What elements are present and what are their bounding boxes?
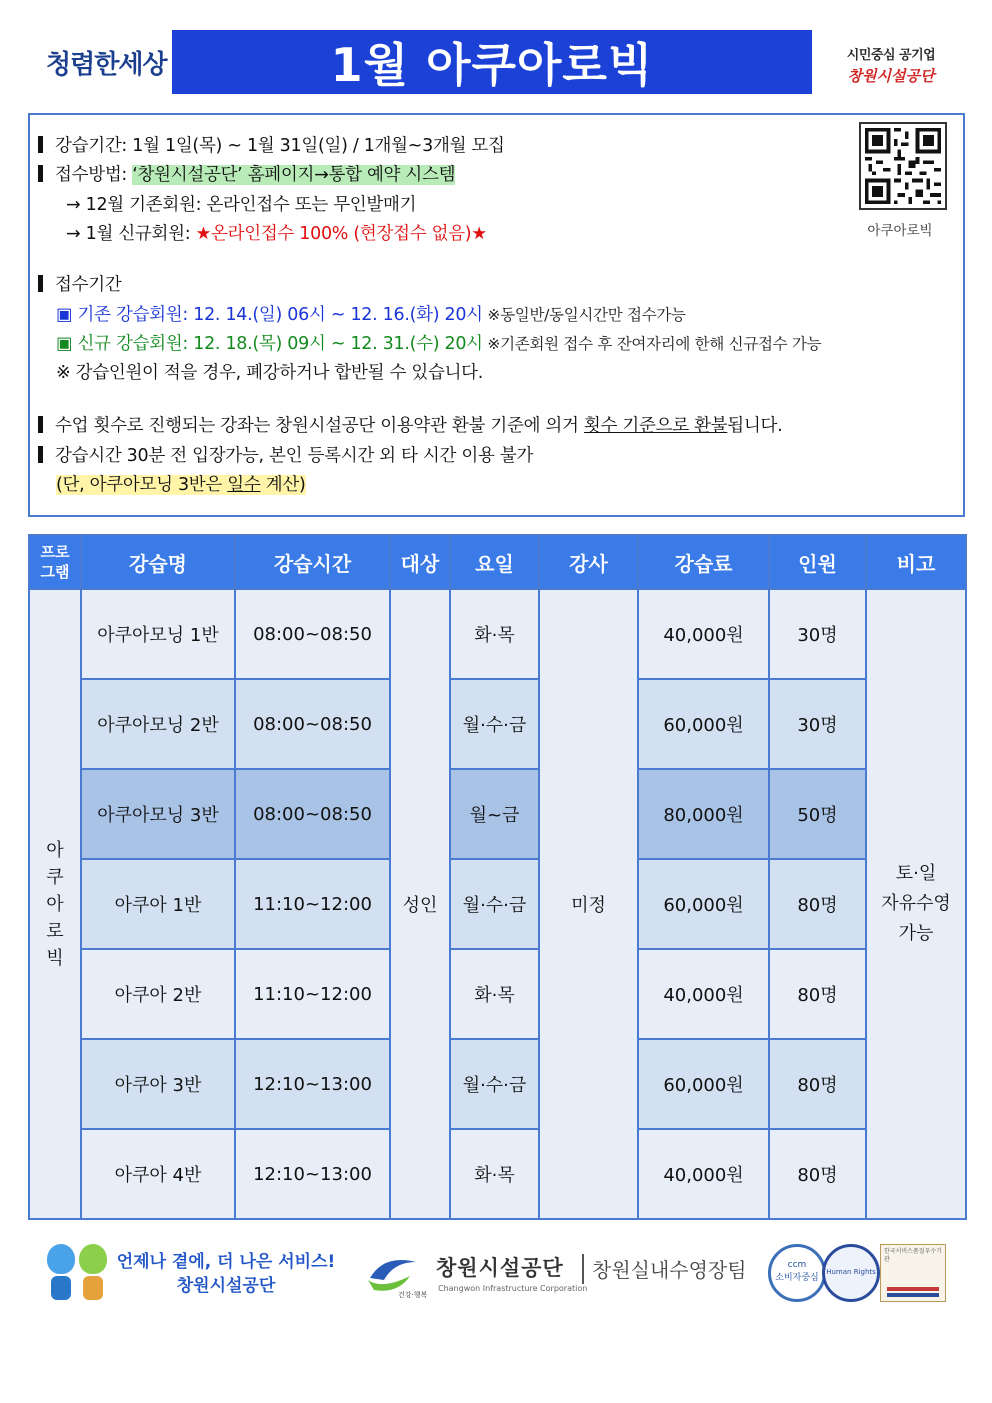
info-period-text: 강습기간: 1월 1일(목) ~ 1월 31일(일) / 1개월~3개월 모집 <box>55 136 505 156</box>
note-cell <box>866 589 966 1219</box>
schedule-table <box>28 534 967 1220</box>
table-row <box>29 949 966 1039</box>
header-fee: 강습료 <box>638 535 769 589</box>
logo-corporation-name: 창원시설공단 <box>847 67 935 85</box>
header-class-time: 강습시간 <box>235 535 390 589</box>
logo-cheongryeom-text: 청렴한세상 <box>46 50 167 80</box>
mascot-icon <box>46 1244 76 1300</box>
info-new-registration <box>56 330 821 355</box>
table-row <box>29 589 966 679</box>
table-row <box>29 679 966 769</box>
footer-corp-name: 창원시설공단 <box>436 1256 564 1280</box>
info-exception-prefix: (단, 아쿠아모닝 3반은 <box>56 475 228 495</box>
human-rights-badge-text: Human Rights <box>826 1268 876 1276</box>
footer-corp-name-en: Changwon Infrastructure Corporation <box>438 1284 588 1293</box>
corporation-logo-icon <box>364 1250 428 1300</box>
program-cell <box>29 589 81 1219</box>
service-quality-cert-text: 한국서비스품질우수기관 <box>884 1248 942 1263</box>
class-fee: 60,000원 <box>638 859 769 949</box>
class-fee: 80,000원 <box>638 769 769 859</box>
class-days: 화·목 <box>450 949 539 1039</box>
ccm-badge-line1: ccm <box>787 1260 807 1270</box>
info-registration-title <box>38 271 121 296</box>
header-class-name: 강습명 <box>81 535 235 589</box>
footer-divider <box>582 1254 584 1284</box>
header-capacity: 인원 <box>769 535 866 589</box>
class-days: 월·수·금 <box>450 679 539 769</box>
logo-cheongryeom <box>46 38 167 88</box>
class-capacity: 30명 <box>769 589 866 679</box>
class-time: 08:00~08:50 <box>235 769 390 859</box>
header-instructor: 강사 <box>539 535 638 589</box>
program-char: 아 <box>46 893 64 915</box>
header-program-line1: 프로 <box>40 543 70 561</box>
table-row <box>29 769 966 859</box>
service-quality-cert-icon <box>880 1244 946 1302</box>
title-banner <box>172 30 812 94</box>
info-refund-suffix: 됩니다. <box>727 416 783 436</box>
program-char: 빅 <box>46 947 64 969</box>
info-arrow-new-label: → 1월 신규회원: <box>66 224 196 244</box>
note-line: 자유수영 <box>881 893 951 914</box>
note-line: 가능 <box>898 923 934 944</box>
class-capacity: 50명 <box>769 769 866 859</box>
info-method-highlight: ‘창원시설공단’ 홈페이지→통합 예약 시스템 <box>132 165 456 185</box>
info-registration-title-text: 접수기간 <box>55 275 122 295</box>
class-fee: 40,000원 <box>638 589 769 679</box>
human-rights-badge-icon <box>822 1244 880 1302</box>
class-fee: 60,000원 <box>638 679 769 769</box>
note-line: 토·일 <box>895 863 937 884</box>
class-name: 아쿠아 4반 <box>81 1129 235 1219</box>
class-days: 월·수·금 <box>450 1039 539 1129</box>
class-time: 12:10~13:00 <box>235 1129 390 1219</box>
info-existing-note: ※동일반/동일시간만 접수가능 <box>482 306 686 324</box>
qr-code-icon[interactable] <box>859 122 947 210</box>
info-arrow-new-red: ★온라인접수 100% (현장접수 없음)★ <box>195 224 487 244</box>
qr-code-label: 아쿠아로빅 <box>867 223 933 239</box>
class-time: 08:00~08:50 <box>235 679 390 769</box>
table-row <box>29 859 966 949</box>
footer-slogan-line1: 언제나 곁에, 더 나은 서비스! <box>116 1252 336 1272</box>
logo-corporation <box>826 44 956 86</box>
class-name: 아쿠아 3반 <box>81 1039 235 1129</box>
ccm-badge-icon <box>768 1244 826 1302</box>
header-program-line2: 그램 <box>40 563 70 581</box>
class-capacity: 80명 <box>769 859 866 949</box>
mascot-icon <box>78 1244 108 1300</box>
info-arrow-existing: → 12월 기존회원: 온라인접수 또는 무인발매기 <box>66 195 417 215</box>
info-exception-suffix: 계산) <box>260 475 306 495</box>
info-new-note: ※기존회원 접수 후 잔여자리에 한해 신규접수 가능 <box>482 335 822 353</box>
header-program <box>29 535 81 589</box>
class-name: 아쿠아모닝 3반 <box>81 769 235 859</box>
info-existing-registration <box>56 301 686 326</box>
info-method-label: 접수방법: <box>55 165 133 185</box>
info-method <box>38 161 455 186</box>
table-header-row <box>29 535 966 589</box>
instructor-cell: 미정 <box>539 589 638 1219</box>
class-name: 아쿠아 1반 <box>81 859 235 949</box>
qr-code-graphic <box>865 128 941 204</box>
info-period <box>38 132 505 157</box>
class-name: 아쿠아모닝 1반 <box>81 589 235 679</box>
target-cell: 성인 <box>390 589 450 1219</box>
info-refund-text: 수업 횟수로 진행되는 강좌는 창원시설공단 이용약관 환불 기준에 의거 <box>55 416 584 436</box>
class-capacity: 80명 <box>769 1039 866 1129</box>
class-time: 11:10~12:00 <box>235 859 390 949</box>
class-days: 화·목 <box>450 589 539 679</box>
class-fee: 40,000원 <box>638 1129 769 1219</box>
info-notice: ※ 강습인원이 적을 경우, 폐강하거나 합반될 수 있습니다. <box>56 363 484 383</box>
header-days: 요일 <box>450 535 539 589</box>
info-exception-underline: 일수 <box>227 475 261 495</box>
footer-slogan <box>116 1250 336 1298</box>
class-capacity: 80명 <box>769 949 866 1039</box>
info-entry-text: 강습시간 30분 전 입장가능, 본인 등록시간 외 타 시간 이용 불가 <box>55 446 534 466</box>
info-arrow-new <box>66 220 487 245</box>
footer <box>0 1240 992 1310</box>
class-days: 월·수·금 <box>450 859 539 949</box>
class-capacity: 80명 <box>769 1129 866 1219</box>
bullet-icon <box>38 275 43 292</box>
info-refund <box>38 412 782 437</box>
class-time: 08:00~08:50 <box>235 589 390 679</box>
corporation-logo-text: 건강·행복 <box>398 1291 428 1299</box>
class-name: 아쿠아 2반 <box>81 949 235 1039</box>
class-fee: 60,000원 <box>638 1039 769 1129</box>
class-time: 11:10~12:00 <box>235 949 390 1039</box>
header-target: 대상 <box>390 535 450 589</box>
info-new-period: ▣ 신규 강습회원: 12. 18.(목) 09시 ~ 12. 31.(수) 20시 <box>56 334 483 354</box>
info-exception <box>56 471 306 496</box>
bullet-icon <box>38 446 43 463</box>
program-char: 로 <box>46 920 64 942</box>
header-note: 비고 <box>866 535 966 589</box>
class-days: 월~금 <box>450 769 539 859</box>
program-char: 쿠 <box>46 866 64 888</box>
table-row <box>29 1039 966 1129</box>
info-exception-highlight <box>56 475 306 495</box>
page-title: 1월 아쿠아로빅 <box>330 38 654 92</box>
class-name: 아쿠아모닝 2반 <box>81 679 235 769</box>
ccm-badge-line2: 소비자중심 <box>775 1273 819 1283</box>
program-char: 아 <box>46 839 64 861</box>
class-fee: 40,000원 <box>638 949 769 1039</box>
footer-team-name: 창원실내수영장팀 <box>592 1258 747 1282</box>
bullet-icon <box>38 136 43 153</box>
class-capacity: 30명 <box>769 679 866 769</box>
info-entry <box>38 442 533 467</box>
table-row <box>29 1129 966 1219</box>
logo-corporation-slogan: 시민중심 공기업 <box>846 48 936 63</box>
bullet-icon <box>38 416 43 433</box>
footer-slogan-line2: 창원시설공단 <box>176 1276 276 1296</box>
info-existing-period: ▣ 기존 강습회원: 12. 14.(일) 06시 ~ 12. 16.(화) 20시 <box>56 305 483 325</box>
bullet-icon <box>38 165 43 182</box>
class-days: 화·목 <box>450 1129 539 1219</box>
info-refund-underline: 횟수 기준으로 환불 <box>583 416 728 436</box>
info-box <box>28 113 965 517</box>
class-time: 12:10~13:00 <box>235 1039 390 1129</box>
